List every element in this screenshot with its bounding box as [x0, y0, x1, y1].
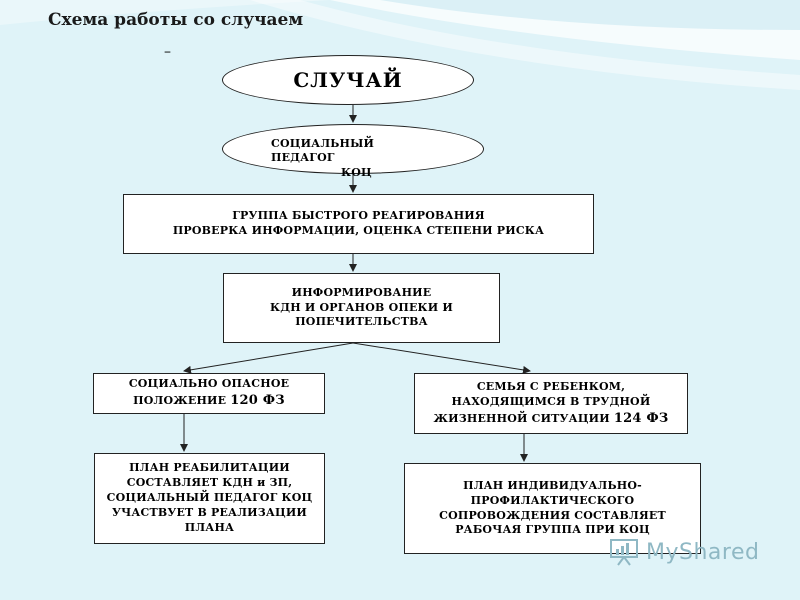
law-124: 124 ФЗ — [613, 410, 669, 426]
watermark-logo — [608, 537, 759, 567]
danger-situation-node: СОЦИАЛЬНО ОПАСНОЕ ПОЛОЖЕНИЕ 120 ФЗ — [93, 373, 325, 414]
edge-info-family — [353, 343, 530, 371]
presentation-icon — [608, 537, 642, 567]
rapid-response-node: ГРУППА БЫСТРОГО РЕАГИРОВАНИЯ ПРОВЕРКА ИНФОРМАЦИИ, ОЦЕНКА СТЕПЕНИ РИСКА — [123, 194, 594, 254]
case-node — [222, 55, 474, 105]
pedagog-label: СОЦИАЛЬНЫЙ ПЕДАГОГ — [271, 137, 375, 164]
edge-info-danger — [184, 343, 353, 371]
informing-node: ИНФОРМИРОВАНИЕ КДН И ОРГАНОВ ОПЕКИ И ПОПЕЧИТЕЛЬСТВА — [223, 273, 500, 343]
social-pedagog-node — [222, 124, 484, 179]
pedagog-koc-label: КОЦ — [341, 166, 372, 179]
individual-plan-node: ПЛАН ИНДИВИДУАЛЬНО- ПРОФИЛАКТИЧЕСКОГО СОПРОВОЖДЕНИЯ СОСТАВЛЯЕТ РАБОЧАЯ ГРУППА ПРИ КОЦ — [404, 463, 701, 554]
title-dash: – — [164, 44, 171, 60]
page-title: Схема работы со случаем — [48, 10, 304, 30]
rehabilitation-plan-node: ПЛАН РЕАБИЛИТАЦИИ СОСТАВЛЯЕТ КДН и ЗП, СОЦИАЛЬНЫЙ ПЕДАГОГ КОЦ УЧАСТВУЕТ В РЕАЛИЗАЦИИ ПЛАНА — [94, 453, 325, 544]
case-label: СЛУЧАЙ — [293, 67, 403, 92]
family-difficult-situation-node: СЕМЬЯ С РЕБЕНКОМ, НАХОДЯЩИМСЯ В ТРУДНОЙ ЖИЗНЕННОЙ СИТУАЦИИ 124 ФЗ — [414, 373, 688, 434]
law-120: 120 ФЗ — [230, 393, 285, 409]
watermark-text: MyShared — [646, 539, 760, 565]
